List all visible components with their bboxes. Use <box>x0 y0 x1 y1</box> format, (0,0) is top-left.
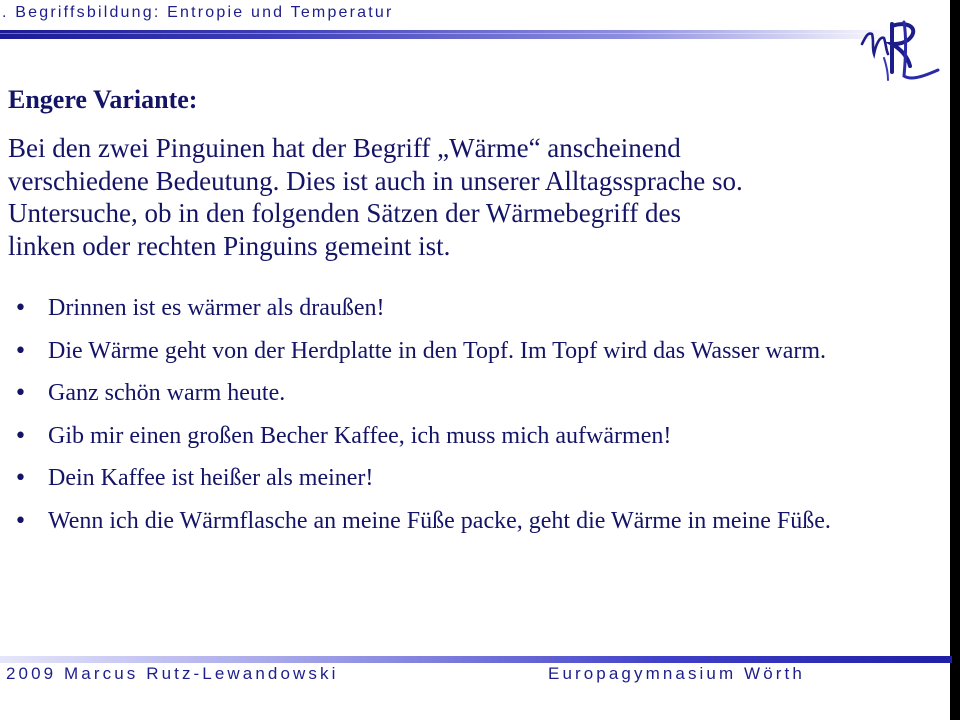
list-item <box>14 464 914 493</box>
bullet-icon: • <box>14 423 27 449</box>
list-item-text: Die Wärme geht von der Herdplatte in den Topf. Im Topf wird das Wasser warm. <box>48 337 827 364</box>
intro-line: linken oder rechten Pinguins gemeint ist. <box>8 230 451 261</box>
section-heading: Engere Variante: <box>8 85 198 114</box>
list-item <box>14 422 914 451</box>
intro-line: Untersuche, ob in den folgenden Sätzen der Wärmebegriff des <box>8 198 682 228</box>
list-item <box>14 337 914 366</box>
list-item-text: Ganz schön warm heute. <box>48 380 286 406</box>
bullet-icon: • <box>14 508 27 534</box>
list-item-text: Drinnen ist es wärmer als draußen! <box>48 295 385 321</box>
intro-paragraph <box>8 132 938 262</box>
footer-divider-bar <box>0 656 952 663</box>
header-divider-bar <box>0 30 900 39</box>
slide-header-title: . Begriffsbildung: Entropie und Temperatur <box>2 4 394 21</box>
list-item <box>14 507 914 536</box>
list-item-text: Gib mir einen großen Becher Kaffee, ich muss mich aufwärmen! <box>48 422 672 449</box>
list-item <box>14 294 914 323</box>
right-page-border <box>950 0 960 720</box>
bullet-icon: • <box>14 466 27 491</box>
bullet-icon: • <box>14 338 27 364</box>
footer-author: 2009 Marcus Rutz-Lewandowski <box>6 664 339 683</box>
footer-school: Europagymnasium Wörth <box>548 664 805 683</box>
sentence-list <box>14 294 914 549</box>
list-item-text: Dein Kaffee ist heißer als meiner! <box>48 465 374 491</box>
bullet-icon: • <box>14 381 27 406</box>
bullet-icon: • <box>14 296 27 321</box>
list-item <box>14 379 914 408</box>
intro-line: verschiedene Bedeutung. Dies ist auch in unserer Alltagssprache so. <box>8 165 743 196</box>
intro-line: Bei den zwei Pinguinen hat der Begriff „Wärme“ anscheinend <box>8 133 681 163</box>
list-item-text: Wenn ich die Wärmflasche an meine Füße packe, geht die Wärme in meine Füße. <box>48 507 831 534</box>
mrl-logo <box>858 14 946 90</box>
